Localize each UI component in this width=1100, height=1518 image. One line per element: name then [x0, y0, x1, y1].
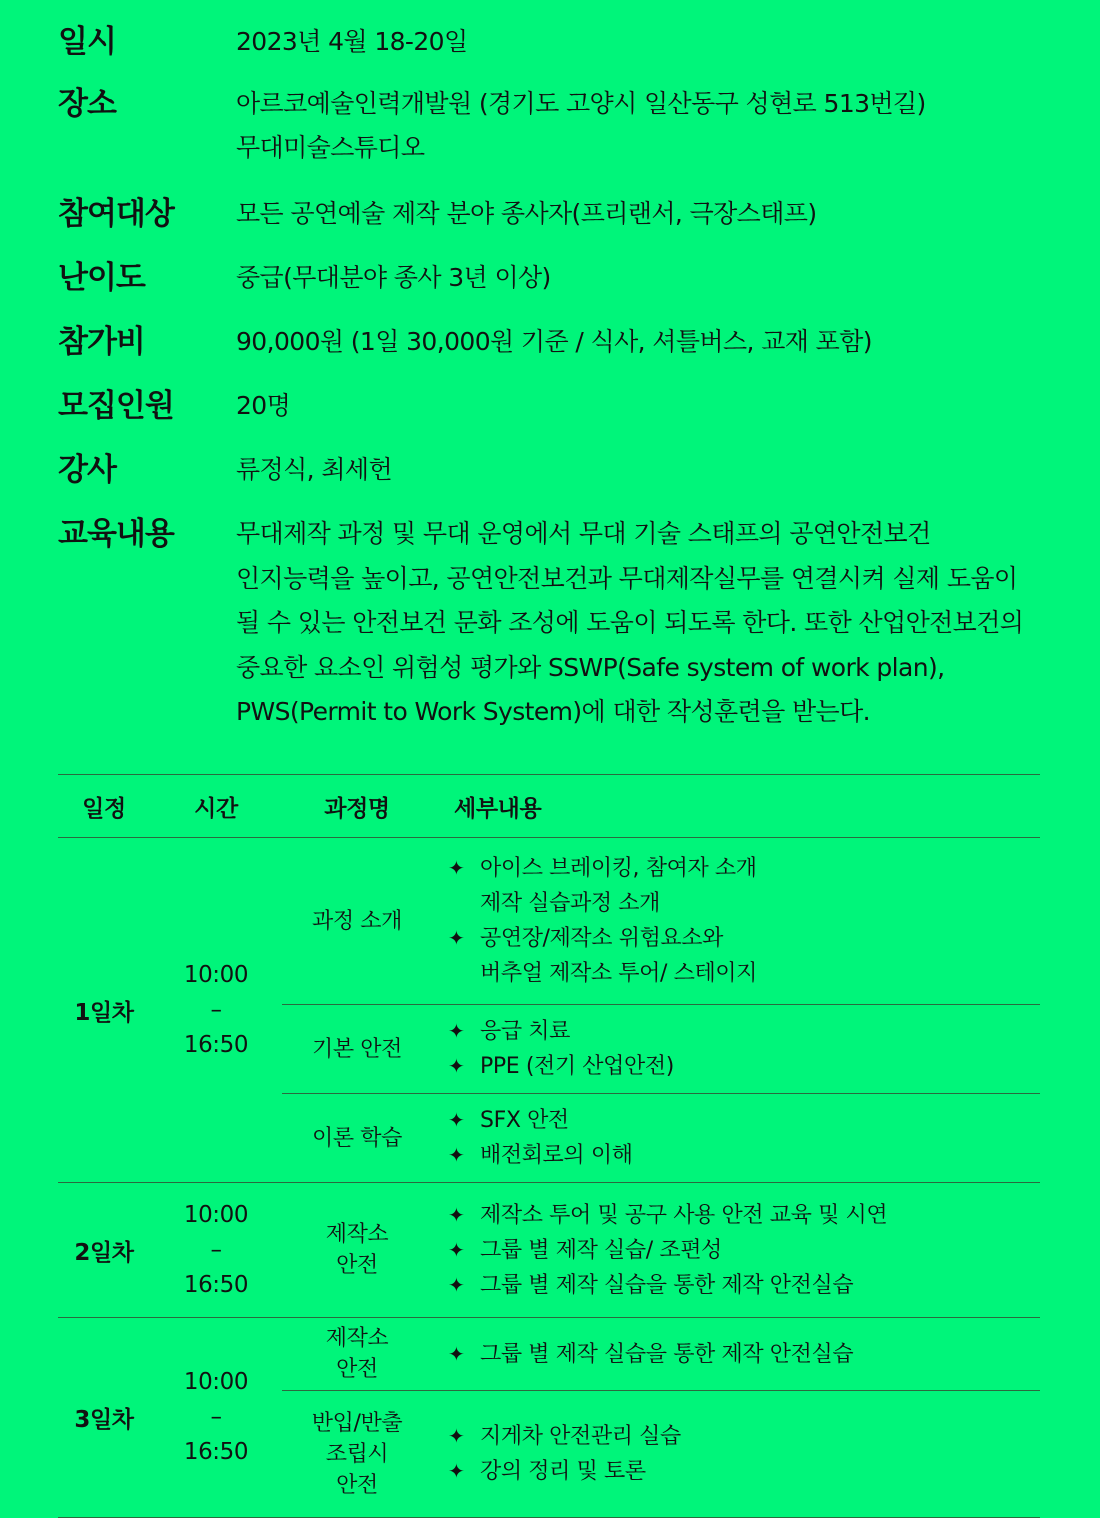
detail-cell	[432, 838, 1040, 1005]
day-cell: 2일차	[58, 1183, 150, 1318]
detail-cell	[432, 1183, 1040, 1318]
info-label: 참여대상	[58, 196, 174, 232]
info-value: 20명	[236, 391, 291, 420]
four-point-star-icon: ✦	[448, 856, 465, 880]
column-header: 과정명	[282, 775, 432, 838]
list-item	[448, 1198, 1040, 1233]
detail-text: 그룹 별 제작 실습/ 조편성	[480, 1237, 722, 1263]
four-point-star-icon: ✦	[448, 1272, 465, 1297]
list-item	[448, 1138, 1040, 1173]
day-cell: 3일차	[58, 1318, 150, 1518]
info-value: 무대제작 과정 및 무대 운영에서 무대 기술 스태프의 공연안전보건 인지능력을 높이고, 공연안전보건과 무대제작실무를 연결시켜 실제 도움이 될 수 있는 안전보건 문화 조성에 도움이 되도록 한다. 또한 산업안전보건의 중요한 요소인 위험성 평가와 SSWP(Safe system of work plan), PWS(Permit to Work System)에 대한 작성훈련을 받는다.	[236, 519, 1024, 726]
info-row-venue	[58, 82, 1058, 170]
list-item	[448, 1049, 1040, 1084]
detail-text: 제작소 투어 및 공구 사용 안전 교육 및 시연	[480, 1202, 888, 1228]
list-item	[448, 1268, 1040, 1303]
info-label: 장소	[58, 86, 116, 122]
column-header: 세부내용	[432, 775, 1040, 838]
detail-cell	[432, 1391, 1040, 1518]
column-header: 시간	[150, 775, 282, 838]
four-point-star-icon: ✦	[448, 1019, 465, 1043]
list-item	[448, 1419, 1040, 1454]
list-item	[448, 1233, 1040, 1268]
detail-text: 응급 치료	[480, 1019, 571, 1044]
info-row-instructor	[58, 448, 1058, 492]
detail-text: 공연장/제작소 위험요소와 버추얼 제작소 투어/ 스테이지	[480, 926, 758, 986]
detail-cell	[432, 1005, 1040, 1094]
list-item	[448, 1014, 1040, 1049]
info-label: 모집인원	[58, 388, 174, 424]
detail-text: 아이스 브레이킹, 참여자 소개 제작 실습과정 소개	[480, 856, 757, 916]
info-row-content	[58, 512, 1058, 735]
info-value: 모든 공연예술 제작 분야 종사자(프리랜서, 극장스태프)	[236, 199, 817, 228]
info-value: 아르코예술인력개발원 (경기도 고양시 일산동구 성현로 513번길) 무대미술스튜디오	[236, 89, 926, 162]
info-value: 류정식, 최세헌	[236, 455, 392, 484]
column-header: 일정	[58, 775, 150, 838]
day-cell: 1일차	[58, 838, 150, 1183]
detail-cell	[432, 1094, 1040, 1183]
info-row-target	[58, 192, 1058, 236]
time-cell: 10:00 – 16:50	[150, 838, 282, 1183]
four-point-star-icon: ✦	[448, 1459, 465, 1483]
course-cell: 과정 소개	[282, 838, 432, 1005]
list-item	[448, 1103, 1040, 1138]
four-point-star-icon: ✦	[448, 1424, 465, 1448]
table-row	[58, 1183, 1040, 1318]
list-item	[448, 1454, 1040, 1489]
info-value: 중급(무대분야 종사 3년 이상)	[236, 263, 551, 292]
detail-text: 지게차 안전관리 실습	[480, 1424, 681, 1449]
detail-text: 배전회로의 이해	[480, 1143, 633, 1168]
info-value: 2023년 4월 18-20일	[236, 27, 468, 56]
four-point-star-icon: ✦	[448, 1341, 465, 1366]
table-row	[58, 1318, 1040, 1391]
detail-text: SFX 안전	[480, 1108, 569, 1133]
info-label: 참가비	[58, 324, 145, 360]
info-label: 강사	[58, 452, 116, 488]
four-point-star-icon: ✦	[448, 1202, 465, 1227]
info-row-capacity	[58, 384, 1058, 428]
info-row-level	[58, 256, 1058, 300]
schedule-table	[58, 774, 1040, 1518]
time-cell: 10:00 – 16:50	[150, 1183, 282, 1318]
four-point-star-icon: ✦	[448, 926, 465, 950]
course-cell: 기본 안전	[282, 1005, 432, 1094]
list-item	[448, 851, 1040, 921]
course-cell: 반입/반출 조립시 안전	[282, 1391, 432, 1518]
info-label: 일시	[58, 24, 116, 60]
list-item	[448, 1337, 1040, 1372]
four-point-star-icon: ✦	[448, 1054, 465, 1078]
detail-text: 강의 정리 및 토론	[480, 1459, 646, 1484]
four-point-star-icon: ✦	[448, 1143, 465, 1167]
time-cell: 10:00 – 16:50	[150, 1318, 282, 1518]
table-header-row	[58, 775, 1040, 838]
course-cell: 제작소 안전	[282, 1183, 432, 1318]
detail-text: PPE (전기 산업안전)	[480, 1054, 674, 1079]
info-label: 난이도	[58, 260, 145, 296]
detail-text: 그룹 별 제작 실습을 통한 제작 안전실습	[480, 1341, 854, 1367]
detail-cell	[432, 1318, 1040, 1391]
info-row-fee	[58, 320, 1058, 364]
list-item	[448, 921, 1040, 991]
four-point-star-icon: ✦	[448, 1108, 465, 1132]
table-row	[58, 838, 1040, 1005]
info-value: 90,000원 (1일 30,000원 기준 / 식사, 셔틀버스, 교재 포함)	[236, 327, 872, 356]
info-row-date	[58, 20, 1058, 64]
detail-text: 그룹 별 제작 실습을 통한 제작 안전실습	[480, 1272, 854, 1298]
four-point-star-icon: ✦	[448, 1237, 465, 1262]
event-info	[58, 20, 1058, 735]
course-cell: 제작소 안전	[282, 1318, 432, 1391]
course-cell: 이론 학습	[282, 1094, 432, 1183]
info-label: 교육내용	[58, 516, 174, 552]
